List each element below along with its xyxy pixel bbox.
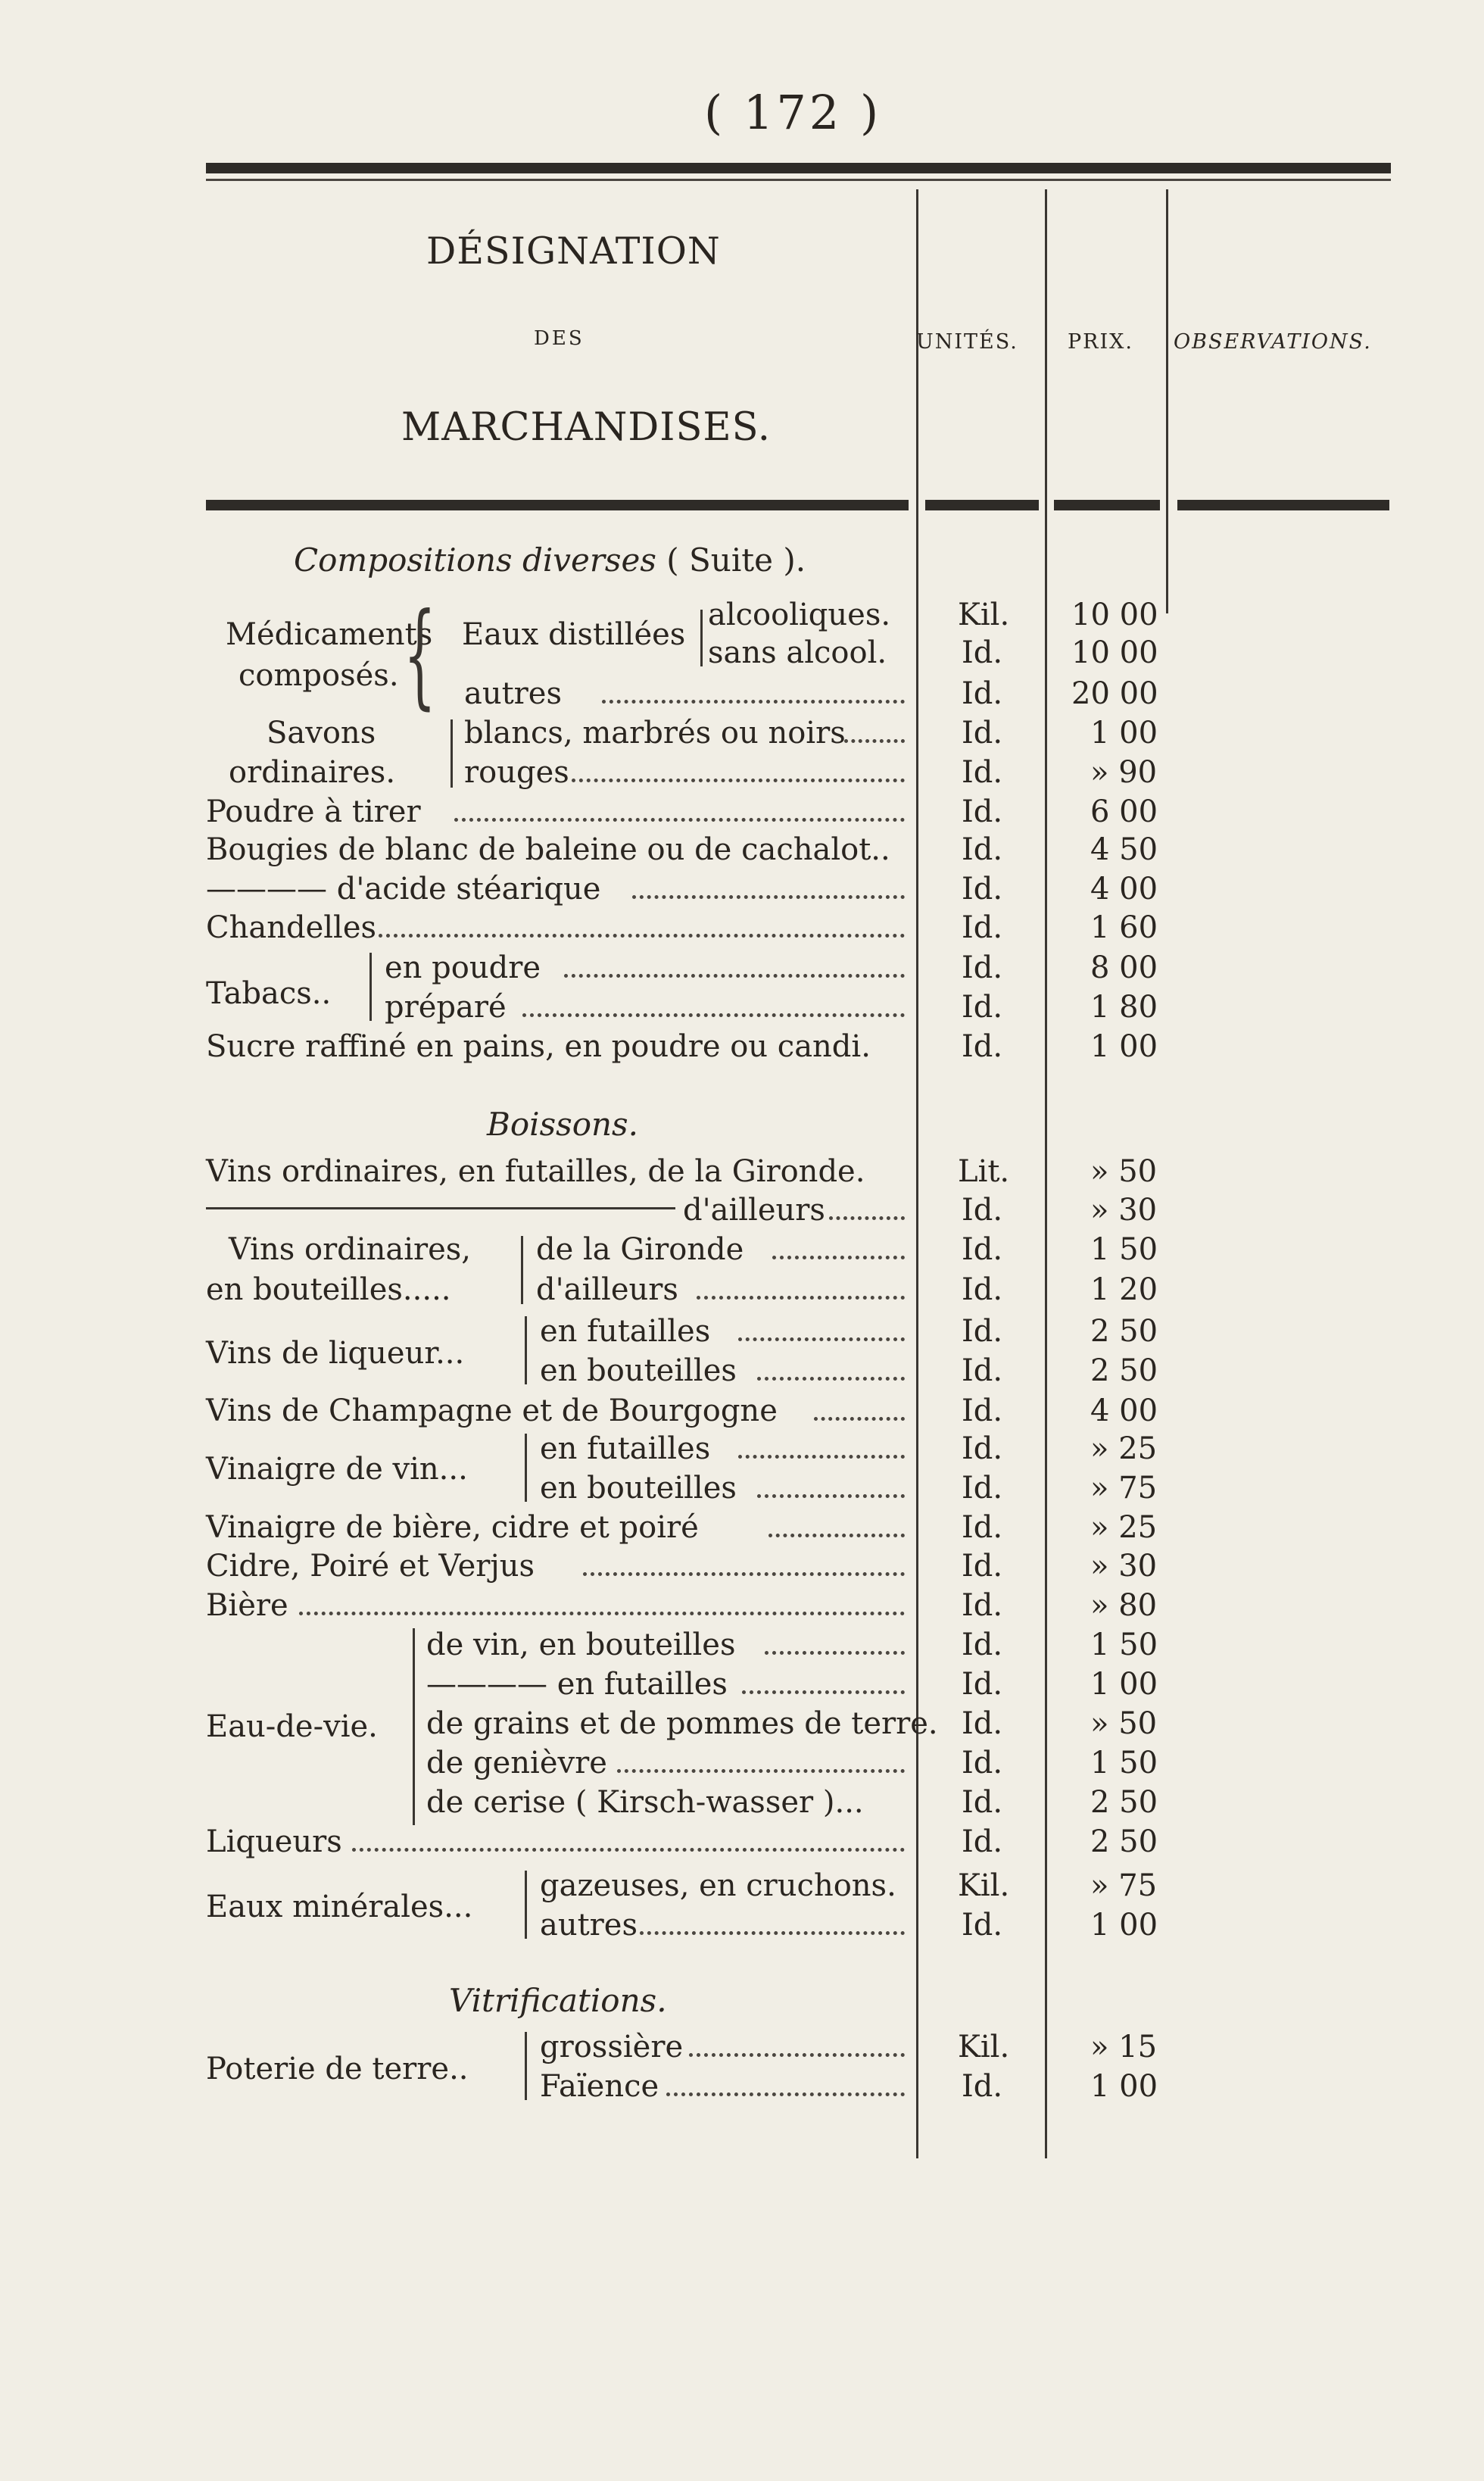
price-cell: » 75 — [1090, 1471, 1158, 1506]
group-poterie: Poterie de terre.. — [206, 2052, 469, 2086]
dot-leader — [666, 2089, 905, 2096]
section-vitrifications: Vitrifications. — [449, 1982, 667, 2019]
dot-leader — [697, 1293, 905, 1300]
item-label: Faïence — [540, 2069, 659, 2104]
item-label: de cerise ( Kirsch-wasser )... — [426, 1785, 864, 1820]
dot-leader — [352, 1845, 905, 1852]
unit-cell: Id. — [962, 1908, 1003, 1943]
group-eaux-minerales: Eaux minérales... — [206, 1890, 473, 1924]
group-savons: Savons — [267, 716, 376, 751]
price-cell: 10 00 — [1071, 598, 1158, 632]
price-cell: 1 50 — [1090, 1746, 1158, 1780]
item-label: grossière — [540, 2030, 684, 2064]
header-marchandises: MARCHANDISES. — [401, 405, 771, 450]
unit-cell: Id. — [962, 716, 1003, 751]
unit-cell: Id. — [962, 1549, 1003, 1584]
group-en-bouteilles: en bouteilles..... — [206, 1272, 451, 1307]
item-label: Sucre raffiné en pains, en poudre ou candi. — [206, 1029, 871, 1064]
price-cell: 6 00 — [1090, 794, 1158, 829]
unit-cell: Id. — [962, 1314, 1003, 1349]
dot-leader — [299, 1609, 905, 1615]
dot-leader — [844, 736, 905, 743]
price-cell: 4 00 — [1090, 872, 1158, 907]
header-rule-2 — [925, 500, 1039, 510]
item-label: d'ailleurs — [536, 1272, 678, 1307]
dot-leader — [632, 892, 905, 899]
group-composes: composés. — [238, 658, 399, 693]
unit-cell: Kil. — [958, 2030, 1010, 2064]
column-divider-3 — [1166, 189, 1168, 613]
top-rule — [206, 163, 1391, 173]
dot-leader — [765, 1648, 905, 1655]
group-eaux-distillees: Eaux distillées — [462, 617, 686, 652]
dot-leader — [572, 776, 905, 782]
price-cell: » 50 — [1090, 1154, 1158, 1189]
dot-leader — [640, 1928, 905, 1935]
dot-leader — [757, 1374, 905, 1381]
price-cell: 1 60 — [1090, 910, 1158, 945]
section-compositions — [294, 541, 806, 579]
unit-cell: Id. — [962, 1667, 1003, 1702]
group-vinaigre-vin: Vinaigre de vin... — [206, 1452, 468, 1487]
unit-cell: Id. — [962, 1824, 1003, 1859]
item-label: de vin, en bouteilles — [426, 1627, 736, 1662]
group-tabacs: Tabacs.. — [206, 976, 332, 1011]
price-cell: 1 50 — [1090, 1232, 1158, 1267]
item-label: Poudre à tirer — [206, 794, 421, 829]
item-label: en futailles — [540, 1431, 711, 1466]
dot-leader — [602, 697, 905, 704]
brace-medicaments: { — [404, 589, 436, 721]
item-label: blancs, marbrés ou noirs — [464, 716, 846, 751]
price-cell: 1 00 — [1090, 1029, 1158, 1064]
item-label: Vins ordinaires, en futailles, de la Gironde. — [206, 1154, 865, 1189]
dot-leader — [757, 1491, 905, 1498]
header-designation: DÉSIGNATION — [426, 229, 721, 273]
item-label: autres — [464, 676, 563, 711]
header-rule-3 — [1054, 500, 1160, 510]
dot-leader — [742, 1687, 905, 1694]
price-cell: » 90 — [1090, 755, 1158, 790]
dot-leader — [772, 1253, 905, 1259]
dot-leader — [617, 1766, 905, 1773]
column-divider-1 — [916, 189, 918, 2158]
unit-cell: Id. — [962, 1232, 1003, 1267]
price-cell: 1 00 — [1090, 2069, 1158, 2104]
group-vins-liqueur: Vins de liqueur... — [206, 1336, 465, 1371]
dash-rule — [206, 1204, 675, 1209]
item-label: Bière — [206, 1588, 288, 1623]
unit-cell: Id. — [962, 1746, 1003, 1780]
item-label: rouges — [464, 755, 569, 790]
unit-cell: Id. — [962, 910, 1003, 945]
unit-cell: Id. — [962, 1431, 1003, 1466]
price-cell: 1 80 — [1090, 990, 1158, 1025]
unit-cell: Kil. — [958, 598, 1010, 632]
brace-eaux-distillees — [700, 610, 703, 666]
price-cell: » 80 — [1090, 1588, 1158, 1623]
item-label: de la Gironde — [536, 1232, 744, 1267]
item-label: en poudre — [385, 950, 541, 985]
dot-leader — [522, 1010, 905, 1017]
unit-cell: Id. — [962, 2069, 1003, 2104]
unit-cell: Id. — [962, 755, 1003, 790]
price-cell: 1 00 — [1090, 1667, 1158, 1702]
item-label: de grains et de pommes de terre. — [426, 1706, 938, 1741]
dot-leader — [768, 1531, 905, 1537]
group-vins-ordinaires: Vins ordinaires, — [229, 1232, 472, 1267]
price-cell: 2 50 — [1090, 1353, 1158, 1388]
item-label: Vins de Champagne et de Bourgogne — [206, 1393, 778, 1428]
price-cell: 8 00 — [1090, 950, 1158, 985]
page-number: ( 172 ) — [704, 85, 882, 140]
price-cell: 20 00 — [1071, 676, 1158, 711]
price-cell: 10 00 — [1071, 635, 1158, 670]
unit-cell: Id. — [962, 1193, 1003, 1228]
dot-leader — [829, 1213, 905, 1220]
brace-vins-liqueur — [525, 1316, 527, 1384]
dot-leader — [564, 971, 905, 978]
dot-leader — [454, 815, 905, 822]
item-label: Liqueurs — [206, 1824, 342, 1859]
unit-cell: Id. — [962, 676, 1003, 711]
price-cell: » 30 — [1090, 1193, 1158, 1228]
dot-leader — [689, 2050, 905, 2057]
price-cell: » 75 — [1090, 1868, 1158, 1903]
unit-cell: Id. — [962, 1510, 1003, 1545]
item-label: ———— d'acide stéarique — [206, 872, 601, 907]
price-cell: 4 50 — [1090, 832, 1158, 867]
item-label: en bouteilles — [540, 1353, 737, 1388]
unit-cell: Id. — [962, 1029, 1003, 1064]
unit-cell: Id. — [962, 1706, 1003, 1741]
section-compositions-suite: ( Suite ). — [666, 541, 806, 579]
item-label: sans alcool. — [708, 635, 887, 670]
item-label: en futailles — [540, 1314, 711, 1349]
section-compositions-title: Compositions diverses — [294, 541, 656, 579]
group-ordinaires: ordinaires. — [229, 755, 396, 790]
brace-poterie — [525, 2032, 527, 2100]
brace-vins-ordinaires — [521, 1236, 523, 1304]
unit-cell: Kil. — [958, 1868, 1010, 1903]
item-label: Vinaigre de bière, cidre et poiré — [206, 1510, 699, 1545]
dot-leader — [379, 931, 905, 938]
unit-cell: Id. — [962, 794, 1003, 829]
price-cell: 4 00 — [1090, 1393, 1158, 1428]
unit-cell: Id. — [962, 1785, 1003, 1820]
price-cell: » 15 — [1090, 2030, 1158, 2064]
brace-vinaigre-vin — [525, 1434, 527, 1502]
unit-cell: Id. — [962, 635, 1003, 670]
column-divider-2 — [1045, 189, 1047, 2158]
group-medicaments: Médicaments — [226, 617, 433, 652]
header-rule-1 — [206, 500, 909, 510]
header-rule-4 — [1177, 500, 1389, 510]
unit-cell: Id. — [962, 832, 1003, 867]
item-label: autres — [540, 1908, 638, 1943]
unit-cell: Id. — [962, 1353, 1003, 1388]
header-prix: PRIX. — [1068, 330, 1133, 354]
price-cell: 1 50 — [1090, 1627, 1158, 1662]
header-des: DES — [534, 327, 585, 350]
price-cell: 2 50 — [1090, 1785, 1158, 1820]
price-cell: 1 00 — [1090, 716, 1158, 751]
price-cell: » 25 — [1090, 1510, 1158, 1545]
unit-cell: Lit. — [958, 1154, 1010, 1189]
brace-savons — [450, 719, 453, 788]
dot-leader — [738, 1334, 905, 1341]
item-label: en bouteilles — [540, 1471, 737, 1506]
price-cell: 2 50 — [1090, 1314, 1158, 1349]
dot-leader — [738, 1452, 905, 1459]
price-cell: 1 00 — [1090, 1908, 1158, 1943]
dot-leader — [814, 1414, 905, 1421]
unit-cell: Id. — [962, 1627, 1003, 1662]
item-label: Bougies de blanc de baleine ou de cachalot.. — [206, 832, 890, 867]
brace-eau-de-vie — [413, 1628, 415, 1825]
item-label: Chandelles — [206, 910, 377, 945]
item-label: Cidre, Poiré et Verjus — [206, 1549, 535, 1584]
price-cell: » 50 — [1090, 1706, 1158, 1741]
header-unites: UNITÉS. — [916, 330, 1018, 354]
unit-cell: Id. — [962, 1393, 1003, 1428]
brace-tabacs — [369, 953, 372, 1021]
price-cell: 2 50 — [1090, 1824, 1158, 1859]
group-eau-de-vie: Eau-de-vie. — [206, 1709, 378, 1744]
price-cell: » 30 — [1090, 1549, 1158, 1584]
item-label: d'ailleurs — [683, 1193, 825, 1228]
unit-cell: Id. — [962, 990, 1003, 1025]
dot-leader — [583, 1569, 905, 1576]
item-label: alcooliques. — [708, 598, 891, 632]
item-label: de genièvre — [426, 1746, 607, 1780]
item-label: préparé — [385, 990, 507, 1025]
item-label: ———— en futailles — [426, 1667, 728, 1702]
unit-cell: Id. — [962, 950, 1003, 985]
unit-cell: Id. — [962, 1588, 1003, 1623]
price-cell: 1 20 — [1090, 1272, 1158, 1307]
price-cell: » 25 — [1090, 1431, 1158, 1466]
unit-cell: Id. — [962, 872, 1003, 907]
top-rule-thin — [206, 179, 1391, 181]
item-label: gazeuses, en cruchons. — [540, 1868, 896, 1903]
unit-cell: Id. — [962, 1272, 1003, 1307]
header-observations: OBSERVATIONS. — [1174, 330, 1372, 354]
brace-eaux-minerales — [525, 1871, 527, 1939]
section-boissons: Boissons. — [487, 1106, 638, 1143]
unit-cell: Id. — [962, 1471, 1003, 1506]
